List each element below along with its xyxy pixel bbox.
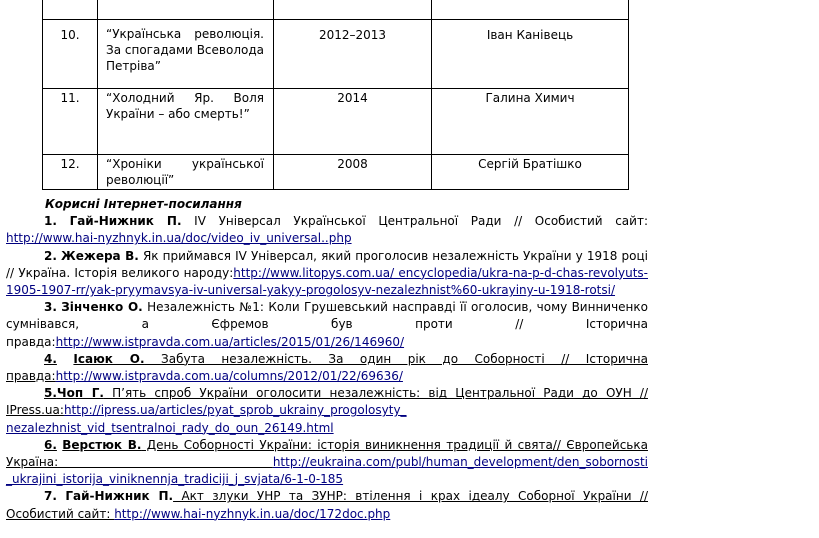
useful-links-section [6,196,648,523]
item-number: 1. [44,214,57,229]
item-author: Гай-Нижник П. [65,489,174,504]
item-author: Верстюк В. [62,437,142,452]
row-years: 2014 [274,89,432,155]
table-row [43,0,629,20]
row-number-cell [43,0,98,20]
row-title: “Українська революція. За спогадами Всеволода Петріва” [106,27,264,73]
row-title-cell [98,0,274,20]
row-title: “Хроніки української революції” [106,157,264,187]
item-text: П’ять спроб України оголосити незалежність: від Центральної Ради до ОУН // IPress.ua: [6,386,648,418]
item-text: Акт злуки УНР та ЗУНР: втілення і крах ідеалу Соборної України // Особистий сайт: [6,489,648,521]
list-item [6,248,648,300]
row-years: 2012–2013 [274,20,432,89]
table-row [43,155,629,190]
row-title [106,0,264,1]
list-item [6,488,648,522]
item-link[interactable]: http://eukraina.com/publ/human_development/den_sobornosti _ukrajini_istorija_viniknennja_tradiciji_j_svjata/6-1-0-185 [6,455,648,487]
list-item [6,437,648,489]
item-text: Незалежність №1: Коли Грушевський насправді її оголосив, чому Винниченко сумнівався, а Єфремов був проти // Історична правда: [6,300,648,349]
item-number: 3. [44,300,57,315]
row-title-cell [98,89,274,155]
row-years-cell [274,0,432,20]
item-author: Гай-Нижник П. [69,214,182,229]
list-item [6,213,648,247]
table-row [43,20,629,89]
item-author: Чоп Г. [56,386,104,401]
row-number: 10. [43,20,98,89]
item-link[interactable]: http://www.istpravda.com.ua/columns/2012/01/22/69636/ [55,369,403,384]
item-author: Жежера В. [61,248,139,263]
row-title-cell [98,155,274,190]
table-row [43,89,629,155]
row-title-cell [98,20,274,89]
row-author-cell [432,0,629,20]
list-item [6,385,648,437]
item-number: 4. [44,351,57,366]
list-item [6,351,648,385]
item-text: Забута незалежність. За один рік до Соборності // Історична правда: [6,351,648,384]
list-item [6,299,648,351]
row-number: 12. [43,155,98,190]
item-number: 5. [44,386,57,401]
item-number: 2. [44,248,57,263]
item-author: Ісаюк О. [73,351,145,366]
item-link[interactable]: http://www.istpravda.com.ua/articles/2015/01/26/146960/ [55,334,405,349]
item-link[interactable]: http://www.hai-nyzhnyk.in.ua/doc/172doc.php [114,506,391,521]
films-table [42,0,629,190]
item-link[interactable]: http://ipress.ua/articles/pyat_sprob_ukrainy_progolosyty_ nezalezhnist_vid_tsentralnoi_rady_do_oun_26149.html [6,403,407,435]
item-number: 7. [44,489,57,504]
row-years: 2008 [274,155,432,190]
row-author: Галина Химич [432,89,629,155]
links-heading: Корисні Інтернет-посилання [45,197,242,211]
row-title: “Холодний Яр. Воля України – або смерть!” [106,91,264,121]
item-link[interactable]: http://www.hai-nyzhnyk.in.ua/doc/video_iv_universal..php [6,231,352,246]
item-text: IV Універсал Української Центральної Ради // Особистий сайт: [181,214,648,229]
row-number: 11. [43,89,98,155]
item-text: День Соборності України: історія виникнення традиції й свята// Європейська Україна: [6,437,648,470]
item-link[interactable]: http://www.litopys.com.ua/ encyclopedia/ukra-na-p-d-chas-revolyuts-1905-1907-rr/yak-pryymavsya-iv-universal-yakyy-progolosyv-nezalezhnist%60-ukrayiny-u-1918-rotsi/ [6,265,648,298]
item-author: Зінченко О. [61,300,143,315]
item-text: Як приймався IV Універсал, який проголосив незалежність України у 1918 році // Україна. Історія великого народу: [6,248,649,280]
row-author: Іван Канівець [432,20,629,89]
item-number: 6. [44,437,57,452]
row-author: Сергій Братішко [432,155,629,190]
